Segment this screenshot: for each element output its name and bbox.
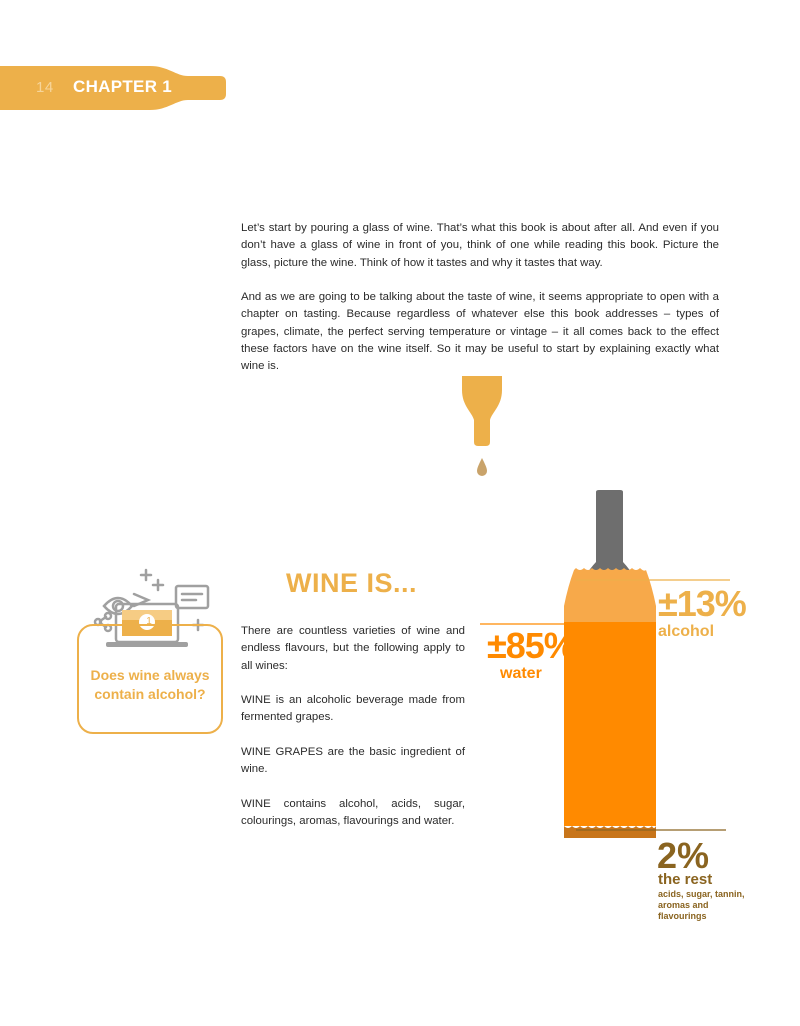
pouring-bottle-icon bbox=[458, 376, 506, 476]
rest-percentage: 2% bbox=[657, 835, 710, 876]
rest-label: the rest bbox=[658, 871, 713, 888]
water-label: water bbox=[500, 665, 542, 682]
alcohol-label: alcohol bbox=[658, 623, 715, 640]
intro-paragraph-1: Let’s start by pouring a glass of wine. That’s what this book is about after all. And even if you don’t have a glass of wine in front of you, think of one while reading this book. Picture the glass, picture the wine. Think of how it tastes and why it tastes that way. bbox=[241, 222, 719, 269]
bottle-water-segment bbox=[564, 622, 656, 826]
section-paragraph-2: WINE is an alcoholic beverage made from fermented grapes. bbox=[241, 694, 465, 724]
intro-paragraph-2: And as we are going to be talking about the taste of wine, it seems appropriate to open with a chapter on tasting. Because regardless of whatever else this book addresses – types of grapes, climate, the perfect serving temperature or vintage – it all comes back to the effect these factors have on the wine itself. So it may be useful to start by explaining exactly what wine is. bbox=[241, 291, 719, 373]
tip-question: Does wine always contain alcohol? bbox=[90, 667, 210, 702]
page-number: 14 bbox=[36, 79, 54, 96]
rest-detail: acids, sugar, tannin, aromas and flavourings bbox=[658, 889, 745, 921]
tip-badge-number: 1 bbox=[146, 616, 152, 627]
chapter-label: CHAPTER 1 bbox=[73, 77, 173, 96]
bottle-rest-segment bbox=[564, 826, 656, 838]
water-percentage: ±85% bbox=[487, 625, 575, 666]
bottle-alcohol-segment bbox=[564, 568, 656, 624]
section-paragraph-4: WINE contains alcohol, acids, sugar, colourings, aromas, flavourings and water. bbox=[241, 798, 465, 828]
section-paragraph-1: There are countless varieties of wine and endless flavours, but the following apply to all wines: bbox=[241, 625, 465, 672]
alcohol-percentage: ±13% bbox=[658, 583, 746, 624]
section-paragraph-3: WINE GRAPES are the basic ingredient of wine. bbox=[241, 746, 465, 776]
section-title: WINE IS... bbox=[286, 568, 418, 598]
